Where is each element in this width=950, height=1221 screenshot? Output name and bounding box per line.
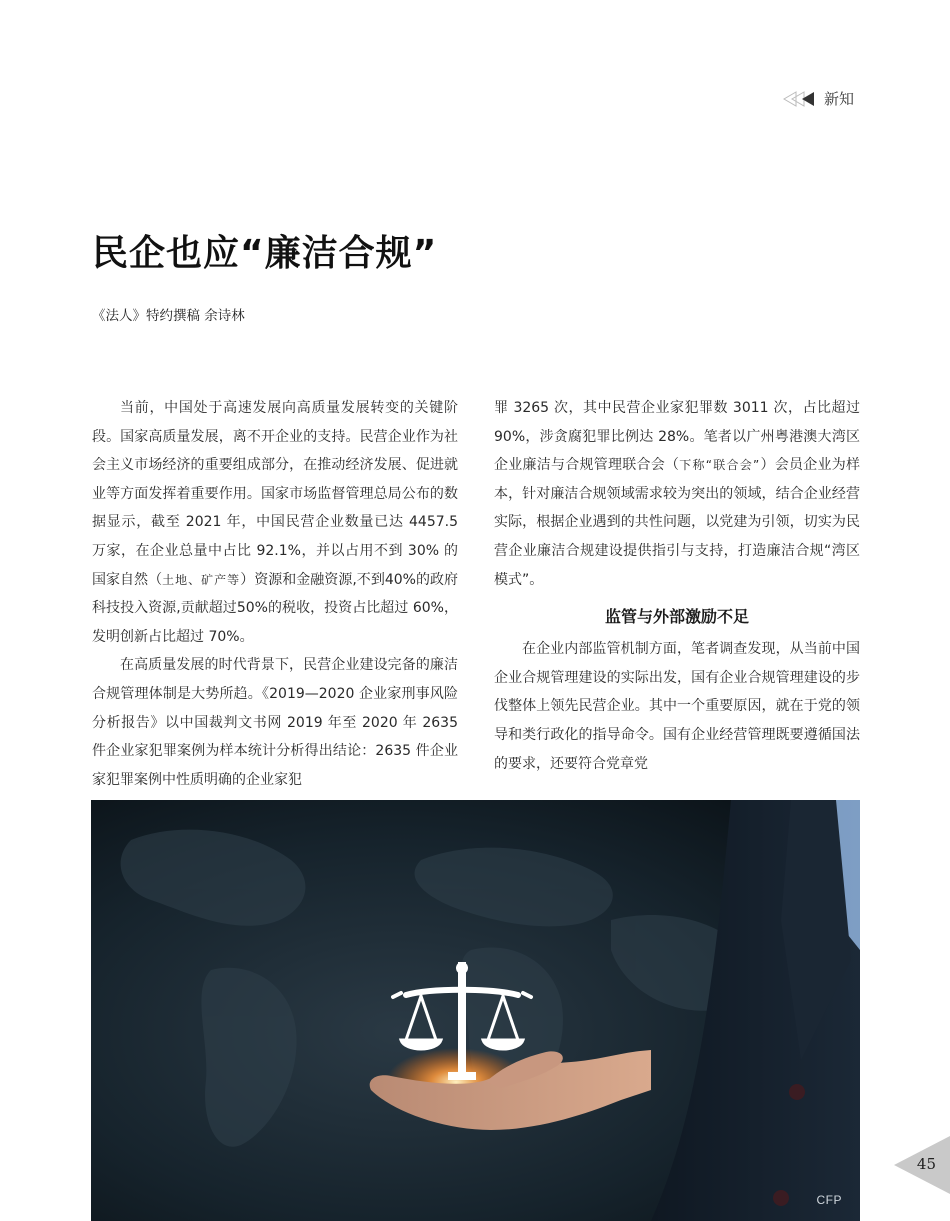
article-body	[92, 394, 861, 788]
paragraph	[92, 394, 458, 651]
photo-illustration	[91, 800, 860, 1221]
subheading: 监管与外部激励不足	[604, 607, 749, 627]
paragraph-text: ）资源和金融资源,不到40%的政府科技投入资源,贡献超过50%的税收，投资占比超过 60%，发明创新占比超过 70%。	[92, 571, 458, 645]
inline-note: 土地、矿产等	[162, 572, 241, 587]
article-photo	[91, 800, 860, 1221]
inline-note: 下称“联合会”	[679, 458, 761, 473]
page-number: 45	[916, 1155, 936, 1173]
paragraph-text: 当前，中国处于高速发展向高质量发展转变的关键阶段。国家高质量发展，离不开企业的支持。民营企业作为社会主义市场经济的重要组成部分，在推动经济发展、促进就业等方面发挥着重要作用。国家市场监督管理总局公布的数据显示，截至 2021 年，中国民营企业数量已达 4457.5 万家，在企业总量中占比 92.1%，并以占用不到 30% 的国家自然（	[92, 400, 458, 588]
paragraph: 在企业内部监管机制方面，笔者调查发现，从当前中国企业合规管理建设的实际出发，国有企业合规管理建设的步伐整体上领先民营企业。其中一个重要原因，就在于党的领导和类行政化的指导命令。国有企业经营管理既要遵循国法的要求，还要符合党章党	[494, 641, 860, 772]
section-tag	[782, 88, 854, 109]
article-title: 民企也应“廉洁合规”	[92, 233, 438, 274]
paragraph: 在高质量发展的时代背景下，民营企业建设完备的廉洁合规管理体制是大势所趋。《2019—2020 企业家刑事风险分析报告》以中国裁判文书网 2019 年至 2020 年 2635 件企业家犯罪案例为样本统计分析得出结论：2635 件企业家犯罪案例中性质明确的企业家犯	[92, 657, 458, 788]
photo-credit: CFP	[816, 1193, 842, 1207]
paragraph-text: ）会员企业为样本，针对廉洁合规领域需求较为突出的领域，结合企业经营实际，根据企业遇到的共性问题，以党建为引领，切实为民营企业廉洁合规建设提供指引与支持，打造廉洁合规“湾区模式”。	[494, 457, 861, 588]
left-column	[92, 394, 458, 788]
suit-button-lower	[773, 1190, 789, 1206]
paragraph	[494, 394, 860, 594]
section-label: 新知	[824, 90, 855, 108]
right-column	[494, 394, 860, 784]
suit-button-upper	[789, 1084, 805, 1100]
byline: 《法人》特约撰稿 余诗林	[92, 308, 245, 324]
paragraph-text: 罪 3265 次，其中民营企业家犯罪数 3011 次，占比超过 90%，涉贪腐犯罪比例达 28%。笔者以广州粤港澳大湾区企业廉洁与合规管理联合会（	[494, 400, 860, 474]
double-triangle-left-icon	[782, 90, 816, 108]
